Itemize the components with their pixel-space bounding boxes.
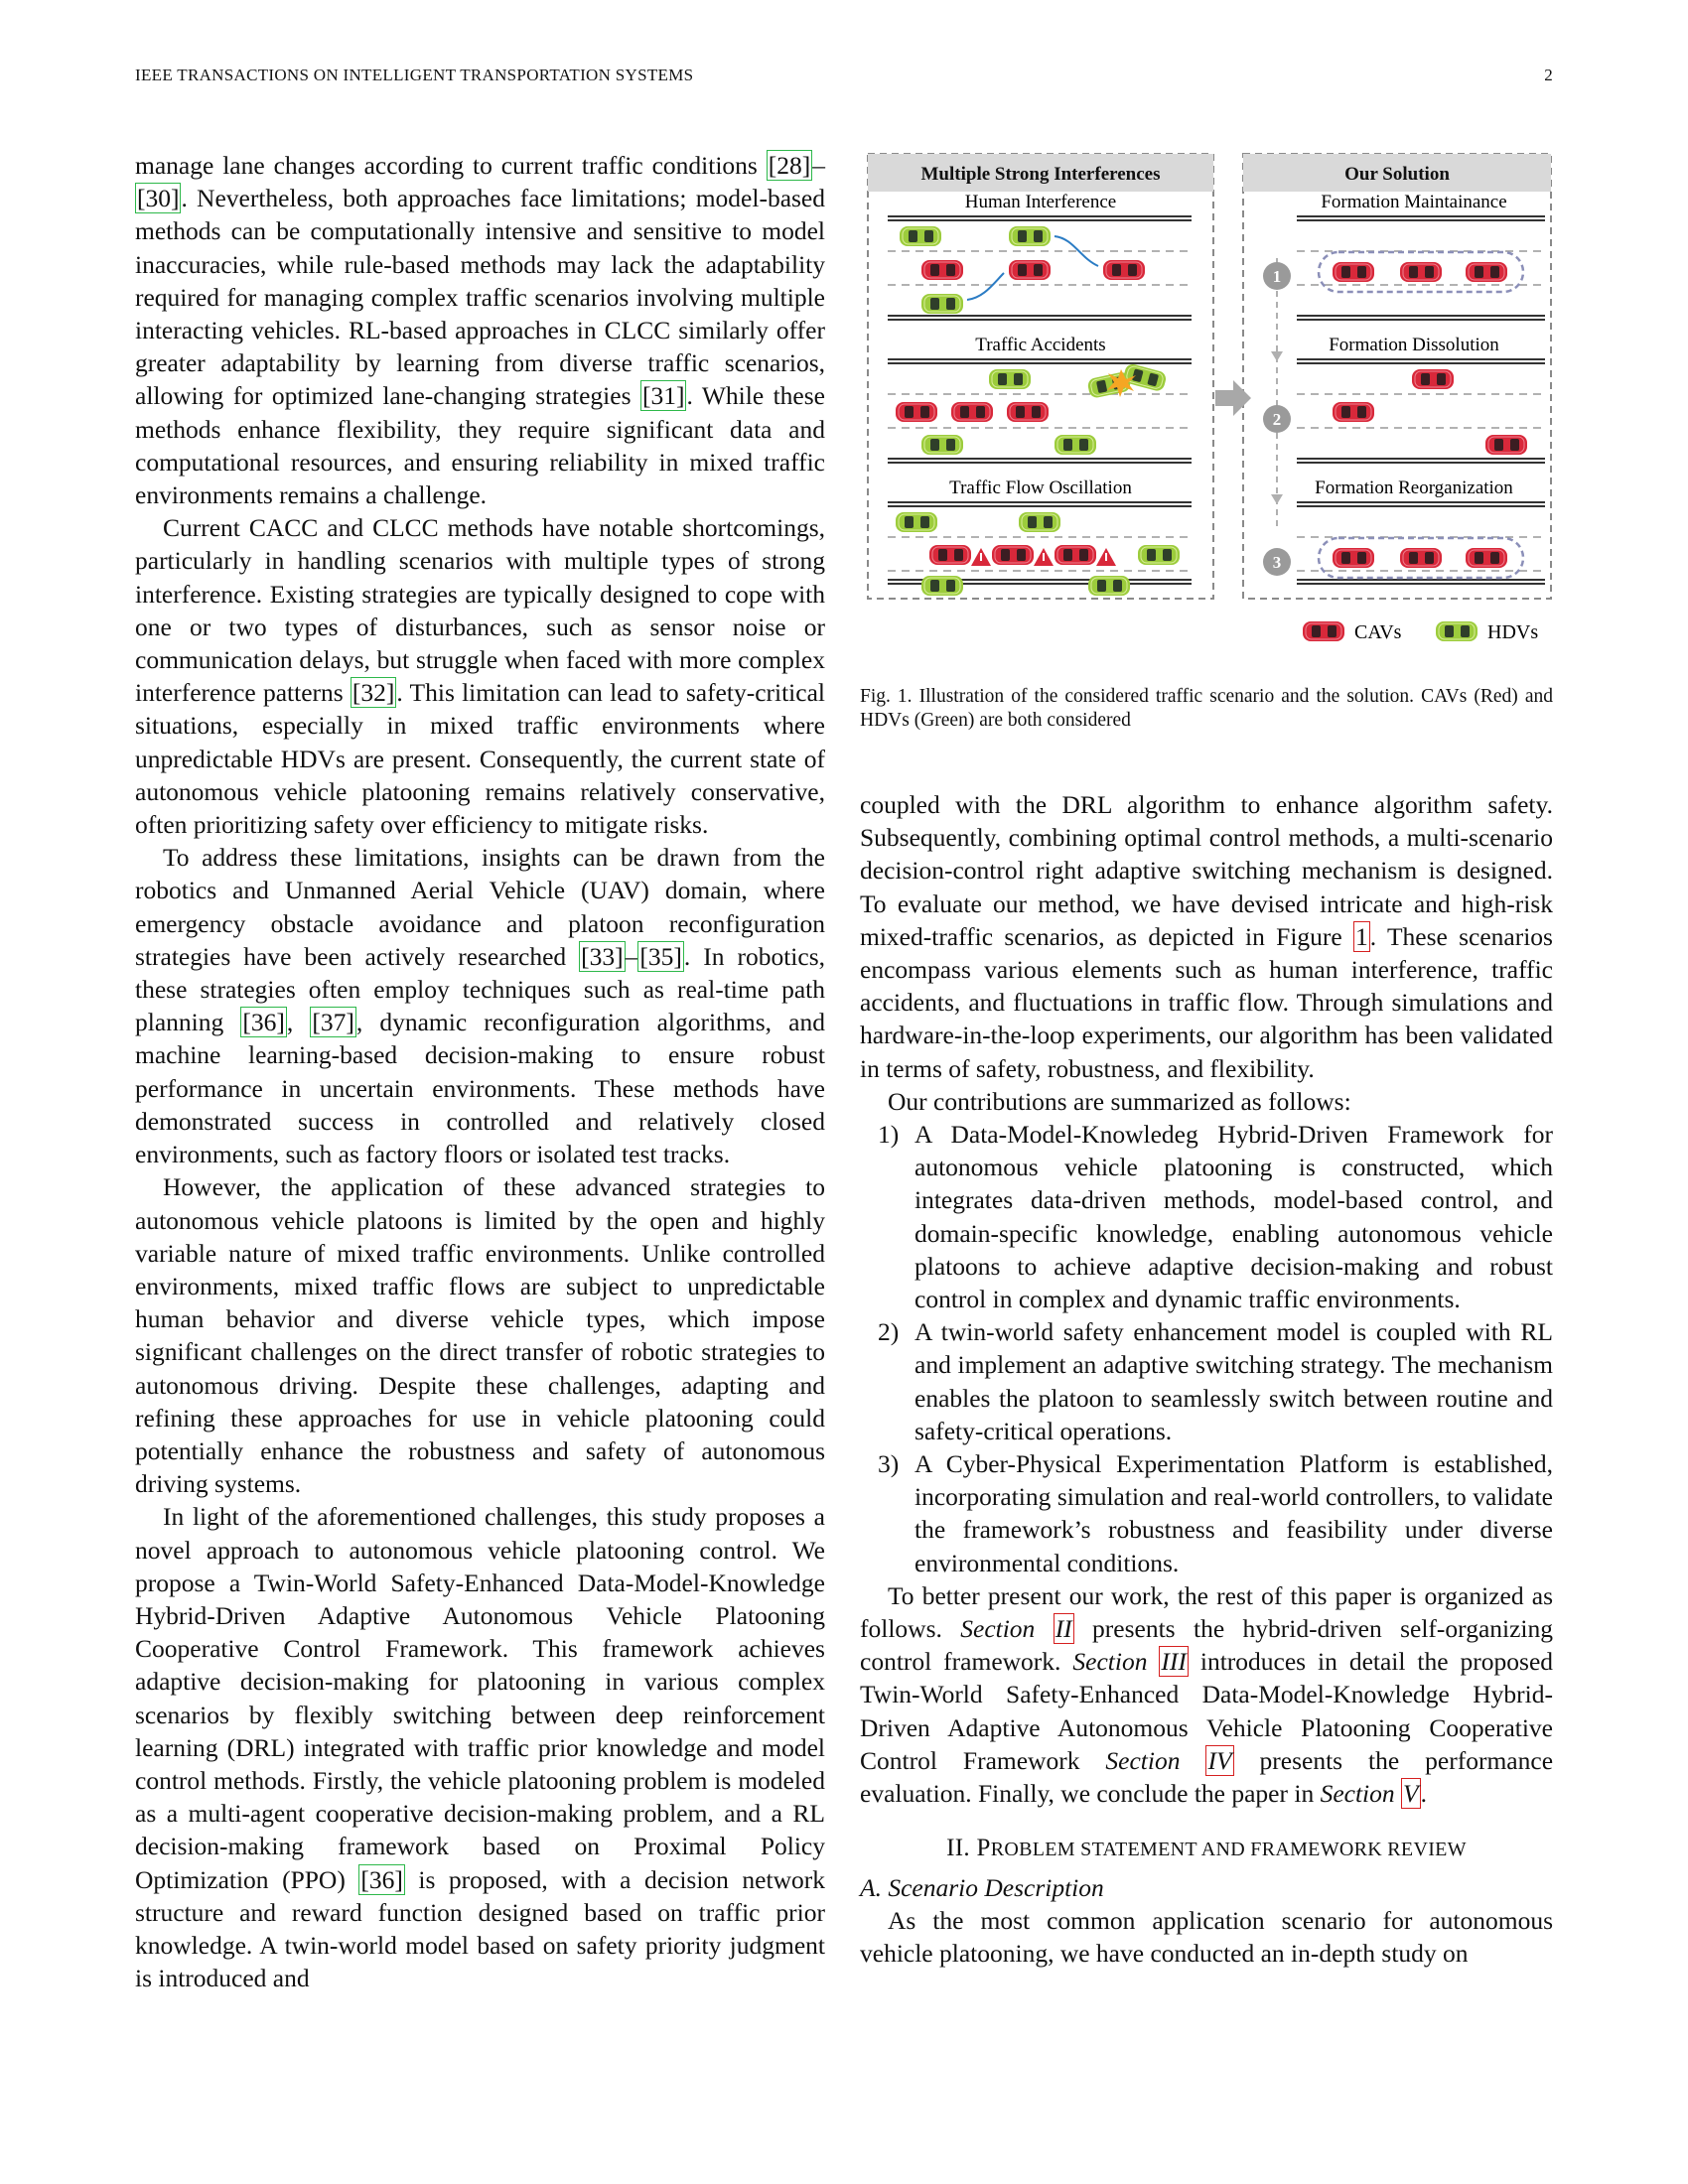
svg-text:1: 1 bbox=[1272, 267, 1282, 286]
citation-link[interactable]: [36] bbox=[242, 1008, 285, 1037]
paragraph: In light of the aforementioned challenges, this study proposes a novel approach to autonomous vehicle platooning control. We propose a Twin-World Safety-Enhanced Data-Model-Knowledge Hybrid-Driven Adaptive Autonomous Vehicle Platooning Cooperative Control Framework. This framework achieves adaptive decision-making for platooning in various complex scenarios by flexibly switching between deep reinforcement learning (DRL) integrated with traffic prior knowledge and model control methods. Firstly, the vehicle platooning problem is modeled as a multi-agent cooperative decision-making problem, and a RL decision-making framework based on Proximal Policy Optimization (PPO) [36] is proposed, with a decision network structure and reward function designed based on traffic prior knowledge. A twin-world model based on safety priority judgment is introduced and bbox=[135, 1502, 825, 1993]
cav-car bbox=[1466, 262, 1507, 282]
cav-car bbox=[1485, 435, 1527, 455]
paragraph: manage lane changes according to current traffic conditions [28]–[30]. Nevertheless, both approaches face limitations; model-based methods can be computationally intensive and sensitive to model inaccuracies, while rule-based methods may lack the adaptability required for managing complex traffic scenarios involving multiple interacting vehicles. RL-based approaches in CLCC similarly offer greater adaptability by learning from diverse traffic scenarios, allowing for optimized lane-changing strategies [31]. While these methods enhance flexibility, they require significant data and computational resources, and ensuring reliability in mixed traffic environments remains a challenge. bbox=[135, 151, 825, 510]
running-header: IEEE TRANSACTIONS ON INTELLIGENT TRANSPORTATION SYSTEMS bbox=[135, 66, 694, 84]
legend-cav-swatch bbox=[1303, 621, 1344, 641]
hdv-car bbox=[896, 512, 937, 532]
citation-link[interactable]: [37] bbox=[312, 1008, 354, 1037]
paragraph: Current CACC and CLCC methods have notable shortcomings, particularly in handling scenarios with multiple types of strong interference. Existing strategies are typically designed to cope with one or two types of disturbances, such as sensor noise or communication delays, but struggle when faced with more complex interference patterns [32]. This limitation can lead to safety-critical situations, especially in mixed traffic environments where unpredictable HDVs are present. Consequently, the current state of autonomous vehicle platooning remains relatively conservative, often prioritizing safety over efficiency to mitigate risks. bbox=[135, 513, 825, 840]
left-panel-title: Multiple Strong Interferences bbox=[920, 164, 1161, 185]
paragraph: However, the application of these advanced strategies to autonomous vehicle platoons is limited by the open and highly variable nature of mixed traffic environments. Unlike controlled environments, mixed traffic flows are subject to unpredictable human behavior and diverse vehicle types, which impose significant challenges on the direct transfer of robotic strategies to autonomous driving. Despite these challenges, adapting and refining these approaches for use in vehicle platooning could potentially enhance the robustness and safety of autonomous driving systems. bbox=[135, 1172, 825, 1499]
hdv-car bbox=[1009, 226, 1051, 246]
hdv-car bbox=[921, 576, 963, 596]
cav-car bbox=[1412, 369, 1454, 389]
cav-car bbox=[1333, 402, 1374, 422]
paragraph: To address these limitations, insights can be drawn from the robotics and Unmanned Aerial Vehicle (UAV) domain, where emergency obstacle avoidance and platoon reconfiguration strategies have been actively researched [33]–[35]. In robotics, these strategies often employ techniques such as real-time path planning [36], [37], dynamic reconfiguration algorithms, and machine learning-based decision-making to ensure robust performance in uncertain environments. These methods have demonstrated success in controlled and relatively closed environments, such as factory floors or isolated test tracks. bbox=[135, 843, 825, 1169]
warning-icon bbox=[1096, 548, 1116, 566]
paragraph: As the most common application scenario for autonomous vehicle platooning, we have conducted an in-depth study on bbox=[860, 1905, 1553, 1968]
section-link[interactable]: II bbox=[1055, 1614, 1072, 1644]
subsection-heading: A. Scenario Description bbox=[860, 1872, 1104, 1902]
section-traffic-accidents: Traffic Accidents bbox=[975, 335, 1106, 355]
hdv-car bbox=[921, 294, 963, 314]
road-6 bbox=[1297, 502, 1545, 584]
section-formation-maintainance: Formation Maintainance bbox=[1321, 192, 1507, 212]
contributions-list bbox=[860, 1118, 1553, 1579]
arrow-right-icon bbox=[1215, 380, 1251, 416]
page-number: 2 bbox=[1544, 66, 1553, 84]
citation-link[interactable]: [31] bbox=[641, 381, 685, 411]
cav-car bbox=[1007, 402, 1049, 422]
cav-car bbox=[1333, 548, 1374, 568]
hdv-car bbox=[989, 369, 1031, 389]
citation-link[interactable]: [32] bbox=[352, 678, 395, 708]
cav-car bbox=[1103, 260, 1145, 280]
right-panel-title: Our Solution bbox=[1344, 164, 1450, 185]
svg-text:2: 2 bbox=[1272, 410, 1282, 429]
section-heading: II. PROBLEM STATEMENT AND FRAMEWORK REVIEW bbox=[946, 1835, 1467, 1862]
cav-car bbox=[1466, 548, 1507, 568]
citation-link[interactable]: [35] bbox=[639, 941, 682, 971]
citation-link[interactable]: [36] bbox=[360, 1864, 403, 1894]
warning-icon bbox=[971, 548, 991, 566]
legend-cav-label: CAVs bbox=[1354, 621, 1402, 643]
paragraph: coupled with the DRL algorithm to enhance algorithm safety. Subsequently, combining optimal control methods, a multi-scenario decision-control right adaptive switching mechanism is designed. To evaluate our method, we have devised intricate and high-risk mixed-traffic scenarios, as depicted in Figure 1. These scenarios encompass various elements such as human interference, traffic accidents, and fluctuations in traffic flow. Through simulations and hardware-in-the-loop experiments, our algorithm has been validated in terms of safety, robustness, and flexibility. bbox=[860, 790, 1553, 1083]
section-formation-reorganization: Formation Reorganization bbox=[1315, 478, 1513, 498]
list-item: 2) A twin-world safety enhancement model is coupled with RL and implement an adaptive switching strategy. The mechanism enables the platoon to seamlessly switch between routine and safety-critical operations. bbox=[878, 1317, 1553, 1445]
figure-1 bbox=[860, 149, 1555, 665]
list-item: 1) A Data-Model-Knowledeg Hybrid-Driven Framework for autonomous vehicle platooning is constructed, which integrates data-driven methods, model-based control, and domain-specific knowledge, enabling autonomous vehicle platoons to achieve adaptive decision-making and robust control in complex and dynamic traffic environments. bbox=[878, 1120, 1553, 1314]
legend-hdv-swatch bbox=[1436, 621, 1477, 641]
hdv-car bbox=[900, 226, 941, 246]
hdv-car bbox=[921, 435, 963, 455]
citation-link[interactable]: [33] bbox=[581, 941, 624, 971]
warning-icon bbox=[1034, 548, 1054, 566]
cav-car bbox=[1055, 545, 1096, 565]
cav-car bbox=[1400, 548, 1442, 568]
lane-change-arrow bbox=[967, 273, 1004, 300]
citation-link[interactable]: [30] bbox=[137, 184, 180, 213]
cav-car bbox=[992, 545, 1034, 565]
paragraph: Our contributions are summarized as follows: bbox=[888, 1086, 1351, 1116]
section-link[interactable]: IV bbox=[1207, 1745, 1232, 1775]
section-link[interactable]: III bbox=[1161, 1647, 1187, 1677]
citation-link[interactable]: [28] bbox=[768, 151, 811, 180]
cav-car bbox=[896, 402, 937, 422]
paragraph: To better present our work, the rest of this paper is organized as follows. Section II presents the hybrid-driven self-organizing control framework. Section III introduces in detail the proposed Twin-World Safety-Enhanced Data-Model-Knowledge Hybrid-Driven Adaptive Autonomous Vehicle Platooning Cooperative Control Framework Section IV presents the performance evaluation. Finally, we conclude the paper in Section V. bbox=[860, 1580, 1554, 1809]
right-column bbox=[860, 788, 1553, 1970]
section-formation-dissolution: Formation Dissolution bbox=[1329, 335, 1499, 355]
cav-car bbox=[921, 260, 963, 280]
hdv-car bbox=[1055, 435, 1096, 455]
cav-car bbox=[951, 402, 993, 422]
cav-car bbox=[1009, 260, 1051, 280]
section-traffic-flow-oscillation: Traffic Flow Oscillation bbox=[949, 478, 1132, 498]
list-item: 3) A Cyber-Physical Experimentation Platform is established, incorporating simulation and real-world controllers, to validate the framework’s robustness and feasibility under diverse environmental conditions. bbox=[878, 1449, 1553, 1577]
section-human-interference: Human Interference bbox=[964, 192, 1117, 212]
legend-hdv-label: HDVs bbox=[1487, 621, 1539, 643]
figure-link[interactable]: 1 bbox=[1355, 921, 1368, 951]
cav-car bbox=[1400, 262, 1442, 282]
figure-caption: Fig. 1. Illustration of the considered traffic scenario and the solution. CAVs (Red) and HDVs (Green) are both considered bbox=[860, 686, 1553, 731]
cav-car bbox=[929, 545, 971, 565]
hdv-car bbox=[1088, 576, 1130, 596]
cav-car bbox=[1333, 262, 1374, 282]
left-column bbox=[135, 149, 825, 1994]
svg-text:3: 3 bbox=[1272, 553, 1282, 572]
hdv-car bbox=[1019, 512, 1060, 532]
hdv-car bbox=[1138, 545, 1180, 565]
section-link[interactable]: V bbox=[1403, 1779, 1419, 1809]
